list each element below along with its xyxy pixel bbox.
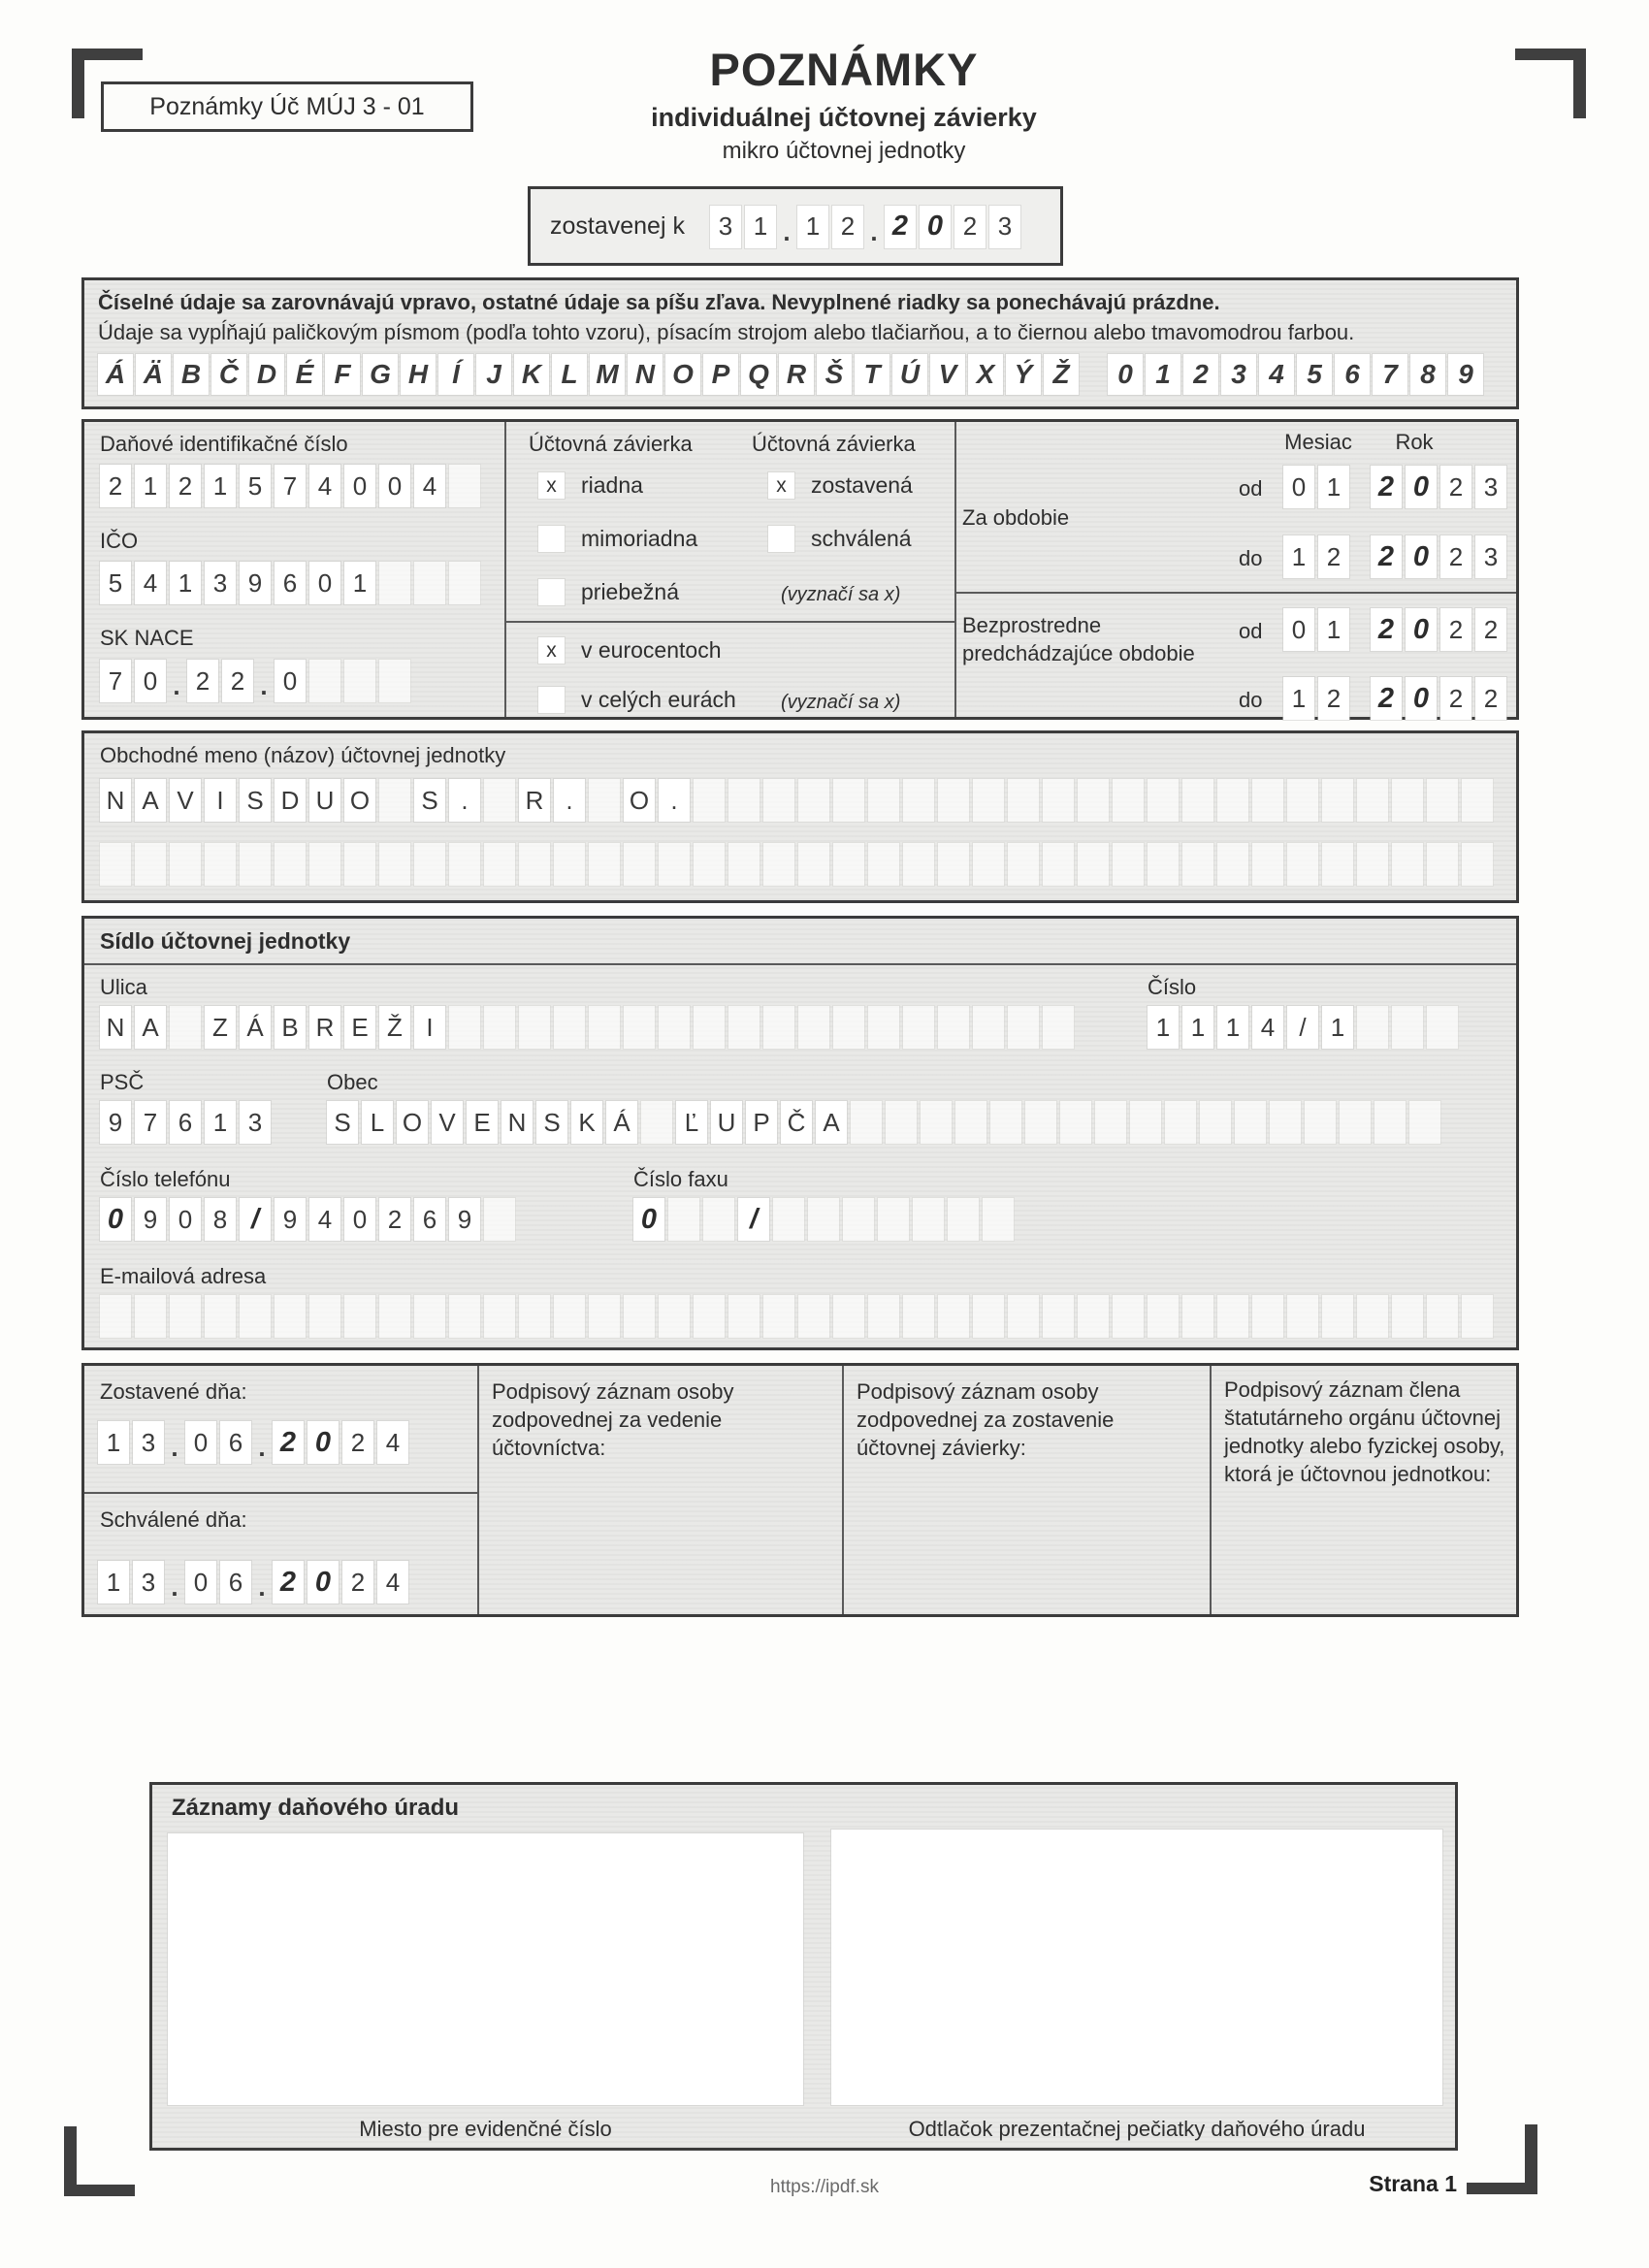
dic-cells[interactable]: 2 1 2 1 5 7 4 0 0 4	[100, 465, 480, 507]
compiled-on-label: Zostavené dňa:	[100, 1379, 247, 1404]
option-cele-eura	[538, 687, 736, 713]
page-title: POZNÁMKY	[709, 44, 979, 95]
option-zostavena-label: zostavená	[811, 472, 913, 498]
option-eurocenty-label: v eurocentoch	[581, 637, 722, 663]
period-month-cells-3[interactable]: 0 1	[1283, 608, 1349, 651]
period-do-2: do	[1239, 688, 1263, 712]
signature-accounting-label: Podpisový záznam osoby zodpovednej za vedenie účtovníctva:	[492, 1379, 734, 1461]
divider-units	[504, 621, 954, 623]
current-period-label: Za obdobie	[962, 505, 1070, 530]
divider-id-checkboxes	[504, 422, 506, 717]
sample-digits-cells: 0 1 2 3 4 5 6 7 8 9	[1108, 354, 1483, 395]
phone-cells[interactable]: 0 9 0 8 / 9 4 0 2 6 9	[100, 1198, 515, 1241]
divider-office-title	[84, 963, 1516, 965]
page-subtitle-1: individuálnej účtovnej závierky	[651, 103, 1037, 132]
postal-code-label: PSČ	[100, 1070, 145, 1094]
zavierka-note: (vyznačí sa x)	[781, 584, 901, 605]
signatures-box	[81, 1363, 1519, 1617]
company-name-box	[81, 730, 1519, 903]
instructions-line2: Údaje sa vypĺňajú paličkovým písmom (podľa tohto vzoru), písacím strojom alebo tlačiarňou, a to čiernou alebo tmavomodrou farbou.	[98, 320, 1355, 344]
page-number: Strana 1	[1369, 2171, 1457, 2196]
divider-sig-2	[842, 1366, 844, 1614]
period-do-1: do	[1239, 546, 1263, 570]
zavierka-type-title: Účtovná závierka	[529, 432, 693, 456]
registered-office-box	[81, 916, 1519, 1350]
footer-url: https://ipdf.sk	[770, 2177, 879, 2197]
divider-sig-3	[1210, 1366, 1212, 1614]
year-header: Rok	[1395, 430, 1434, 454]
phone-label: Číslo telefónu	[100, 1167, 231, 1191]
street-label: Ulica	[100, 975, 147, 999]
form-id-box	[101, 81, 473, 132]
email-cells[interactable]	[100, 1295, 1493, 1338]
checkbox-zostavena[interactable]: x	[768, 472, 794, 499]
approved-on-label: Schválené dňa:	[100, 1507, 247, 1532]
signature-statements-area[interactable]	[857, 1473, 1191, 1608]
divider-approved	[84, 1492, 477, 1494]
signature-statutory-label: Podpisový záznam člena štatutárneho orgánu účtovnej jednotky alebo fyzickej osoby, ktorá je účtovnou jednotkou:	[1224, 1377, 1505, 1487]
signature-statements-label: Podpisový záznam osoby zodpovednej za zostavenie účtovnej závierky:	[857, 1379, 1115, 1461]
dic-label: Daňové identifikačné číslo	[100, 432, 348, 456]
period-year-cells-3[interactable]: 2 0 2 2	[1371, 608, 1506, 651]
company-name-cells-row2[interactable]	[100, 843, 1493, 886]
period-year-cells-4[interactable]: 2 0 2 2	[1371, 677, 1506, 720]
sample-letters-cells: Á Ä B Č D É F G H Í J K L M N O P Q R Š T Ú V X Ý Ž	[98, 354, 1079, 395]
option-cele-eura-label: v celých eurách	[581, 687, 736, 712]
period-od-1: od	[1239, 476, 1263, 501]
tax-office-box	[149, 1782, 1458, 2151]
corner-mark-bottom-left	[64, 2126, 135, 2196]
stamp-area	[831, 1830, 1442, 2105]
company-name-label: Obchodné meno (názov) účtovnej jednotky	[100, 743, 506, 767]
ico-label: IČO	[100, 529, 139, 553]
option-riadna-label: riadna	[581, 472, 643, 498]
ico-cells[interactable]: 5 4 1 3 9 6 0 1	[100, 562, 480, 604]
form-title-block	[553, 43, 1135, 165]
street-cells[interactable]: N A Z Á B R E Ž I	[100, 1006, 1074, 1049]
period-month-cells-2[interactable]: 1 2	[1283, 535, 1349, 578]
fax-cells[interactable]: 0 /	[633, 1198, 1014, 1241]
option-schvalena	[768, 526, 912, 552]
corner-mark-top-right	[1515, 49, 1586, 118]
period-od-2: od	[1239, 619, 1263, 643]
checkbox-mimoriadna[interactable]	[538, 526, 565, 552]
approved-on-cells[interactable]: 1 3 . 0 6 . 2 0 2 4	[98, 1560, 408, 1604]
checkbox-schvalena[interactable]	[768, 526, 794, 552]
period-month-cells-1[interactable]: 0 1	[1283, 466, 1349, 508]
option-mimoriadna-label: mimoriadna	[581, 526, 698, 551]
signature-accounting-area[interactable]	[492, 1473, 826, 1608]
street-number-cells[interactable]: 1 1 1 4 / 1	[1148, 1006, 1458, 1049]
checkbox-eurocenty[interactable]: x	[538, 637, 565, 664]
checkbox-riadna[interactable]: x	[538, 472, 565, 499]
period-year-cells-1[interactable]: 2 0 2 3	[1371, 466, 1506, 508]
compiled-date-label: zostavenej k	[550, 211, 685, 240]
registration-number-caption: Miesto pre evidenčné číslo	[359, 2117, 612, 2141]
checkbox-priebezna[interactable]	[538, 579, 565, 605]
option-schvalena-label: schválená	[811, 526, 912, 551]
company-name-cells-row1[interactable]: N A V I S D U O S . R . O .	[100, 779, 1493, 822]
divider-sig-1	[477, 1366, 479, 1614]
option-riadna	[538, 472, 643, 499]
period-month-cells-4[interactable]: 1 2	[1283, 677, 1349, 720]
postal-code-cells[interactable]: 9 7 6 1 3	[100, 1101, 271, 1144]
checkbox-cele-eura[interactable]	[538, 687, 565, 713]
city-label: Obec	[327, 1070, 378, 1094]
stamp-caption: Odtlačok prezentačnej pečiatky daňového úradu	[908, 2117, 1366, 2141]
period-year-cells-2[interactable]: 2 0 2 3	[1371, 535, 1506, 578]
tax-office-title: Záznamy daňového úradu	[172, 1795, 460, 1821]
option-priebezna	[538, 579, 679, 605]
units-note: (vyznačí sa x)	[781, 692, 901, 713]
zavierka-status-title: Účtovná závierka	[752, 432, 916, 456]
identification-box	[81, 419, 1519, 720]
registered-office-title: Sídlo účtovnej jednotky	[100, 928, 351, 954]
divider-previous-period	[954, 592, 1516, 594]
sknace-label: SK NACE	[100, 626, 194, 650]
instructions-line1: Číselné údaje sa zarovnávajú vpravo, ostatné údaje sa píšu zľava. Nevyplnené riadky sa ponechávajú prázdne.	[98, 290, 1220, 314]
street-number-label: Číslo	[1148, 975, 1197, 999]
page-subtitle-2: mikro účtovnej jednotky	[722, 138, 966, 164]
option-zostavena	[768, 472, 913, 499]
city-cells[interactable]: S L O V E N S K Á Ľ U P Č A	[327, 1101, 1440, 1144]
fax-label: Číslo faxu	[633, 1167, 728, 1191]
email-label: E-mailová adresa	[100, 1264, 267, 1288]
instructions-box	[81, 277, 1519, 409]
month-header: Mesiac	[1284, 430, 1352, 454]
divider-checkboxes-period	[954, 422, 956, 717]
registration-number-area	[168, 1833, 803, 2105]
compiled-on-cells[interactable]: 1 3 . 0 6 . 2 0 2 4	[98, 1420, 408, 1464]
option-eurocenty	[538, 637, 721, 664]
form-id-label: Poznámky Úč MÚJ 3 - 01	[149, 92, 425, 120]
previous-period-label: Bezprostredne predchádzajúce obdobie	[962, 613, 1195, 665]
sknace-cells[interactable]: 7 0 . 2 2 . 0	[100, 659, 410, 702]
corner-mark-bottom-right	[1467, 2124, 1537, 2194]
option-mimoriadna	[538, 526, 697, 552]
option-priebezna-label: priebežná	[581, 579, 680, 604]
signature-statutory-area[interactable]	[1224, 1511, 1505, 1608]
compiled-date-box	[528, 186, 1063, 266]
compiled-date-cells[interactable]: 3 1 . 1 2 . 2 0 2 3	[710, 205, 1020, 248]
